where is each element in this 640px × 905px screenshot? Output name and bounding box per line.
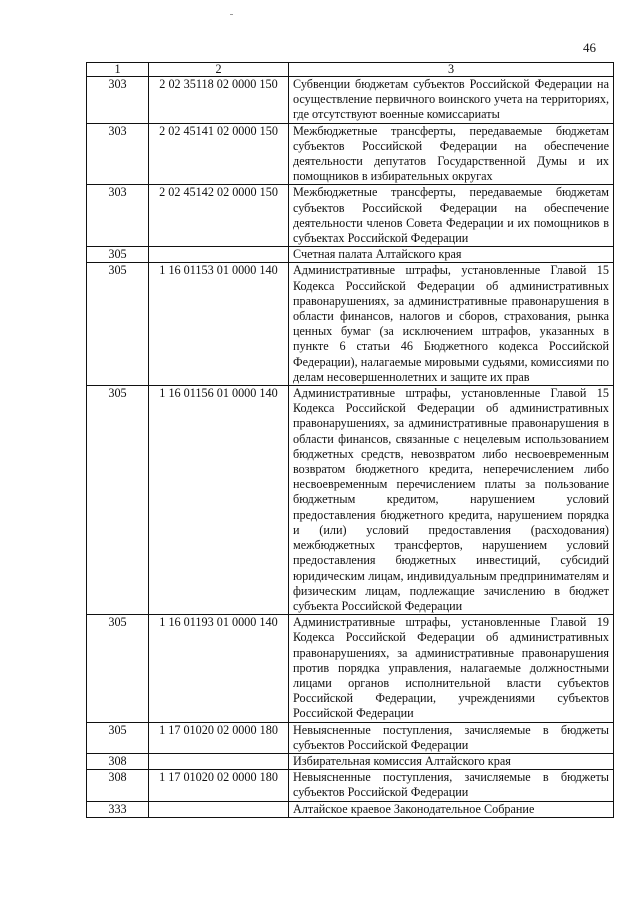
column-header-1: 1 — [87, 63, 149, 77]
description-cell: Межбюджетные трансферты, передаваемые бюджетам субъектов Российской Федерации на обеспечение деятельности членов Совета Федерации и их помощников в субъектах Российской Федерации — [289, 185, 614, 247]
table-row — [87, 753, 614, 769]
revenue-codes-table — [86, 62, 614, 818]
description-cell: Счетная палата Алтайского края — [289, 247, 614, 263]
budget-code-cell: 1 17 01020 02 0000 180 — [149, 722, 289, 753]
table-header-row — [87, 63, 614, 77]
budget-code-cell: 2 02 45141 02 0000 150 — [149, 123, 289, 185]
admin-code-cell: 305 — [87, 615, 149, 722]
table-row — [87, 77, 614, 124]
table-row — [87, 247, 614, 263]
column-header-3: 3 — [289, 63, 614, 77]
table-row — [87, 801, 614, 817]
admin-code-cell: 303 — [87, 77, 149, 124]
admin-code-cell: 308 — [87, 770, 149, 801]
budget-code-cell: 1 17 01020 02 0000 180 — [149, 770, 289, 801]
description-cell: Невыясненные поступления, зачисляемые в бюджеты субъектов Российской Федерации — [289, 770, 614, 801]
admin-code-cell: 303 — [87, 185, 149, 247]
admin-code-cell: 305 — [87, 386, 149, 615]
scan-speck — [230, 14, 233, 15]
admin-code-cell: 305 — [87, 722, 149, 753]
admin-code-cell: 305 — [87, 263, 149, 386]
description-cell: Избирательная комиссия Алтайского края — [289, 753, 614, 769]
admin-code-cell: 303 — [87, 123, 149, 185]
budget-code-cell: 2 02 45142 02 0000 150 — [149, 185, 289, 247]
column-header-2: 2 — [149, 63, 289, 77]
description-cell: Субвенции бюджетам субъектов Российской Федерации на осуществление первичного воинского учета на территориях, где отсутствуют военные комиссариаты — [289, 77, 614, 124]
budget-code-cell — [149, 801, 289, 817]
table-row — [87, 386, 614, 615]
description-cell: Административные штрафы, установленные Главой 15 Кодекса Российской Федерации об административных правонарушениях, за административные правонарушения в области финансов, связанные с нецелевым использованием бюджетных средств, невозвратом либо несвоевременным возвратом бюджетного кредита, неперечислением либо несвоевременным перечислением платы за пользование бюджетным кредитом, нарушением условий предоставления бюджетного кредита, нарушением порядка и (или) условий предоставления (расходования) межбюджетных трансфертов, нарушением условий предоставления бюджетных инвестиций, субсидий юридическим лицам, индивидуальным предпринимателям и физическим лицам, подлежащие зачислению в бюджет субъекта Российской Федерации — [289, 386, 614, 615]
budget-code-cell — [149, 753, 289, 769]
table-row — [87, 615, 614, 722]
description-cell: Административные штрафы, установленные Главой 19 Кодекса Российской Федерации об административных правонарушениях, за административные правонарушения против порядка управления, налагаемые должностными лицами органов исполнительной власти субъектов Российской Федерации, учреждениями субъектов Российской Федерации — [289, 615, 614, 722]
admin-code-cell: 308 — [87, 753, 149, 769]
budget-code-cell: 1 16 01156 01 0000 140 — [149, 386, 289, 615]
table-row — [87, 123, 614, 185]
page-number: 46 — [583, 40, 596, 55]
table-row — [87, 722, 614, 753]
budget-code-cell: 1 16 01153 01 0000 140 — [149, 263, 289, 386]
description-cell: Административные штрафы, установленные Главой 15 Кодекса Российской Федерации об административных правонарушениях, за административные правонарушения в области финансов, налогов и сборов, страхования, рынка ценных бумаг (за исключением штрафов, указанных в пункте 6 статьи 46 Бюджетного кодекса Российской Федерации), налагаемые мировыми судьями, комиссиями по делам несовершеннолетних и защите их прав — [289, 263, 614, 386]
description-cell: Невыясненные поступления, зачисляемые в бюджеты субъектов Российской Федерации — [289, 722, 614, 753]
budget-code-cell: 2 02 35118 02 0000 150 — [149, 77, 289, 124]
admin-code-cell: 305 — [87, 247, 149, 263]
description-cell: Алтайское краевое Законодательное Собрание — [289, 801, 614, 817]
budget-code-cell — [149, 247, 289, 263]
description-cell: Межбюджетные трансферты, передаваемые бюджетам субъектов Российской Федерации на обеспечение деятельности депутатов Государственной Думы и их помощников в избирательных округах — [289, 123, 614, 185]
table-row — [87, 770, 614, 801]
admin-code-cell: 333 — [87, 801, 149, 817]
table-row — [87, 263, 614, 386]
table-row — [87, 185, 614, 247]
budget-code-cell: 1 16 01193 01 0000 140 — [149, 615, 289, 722]
